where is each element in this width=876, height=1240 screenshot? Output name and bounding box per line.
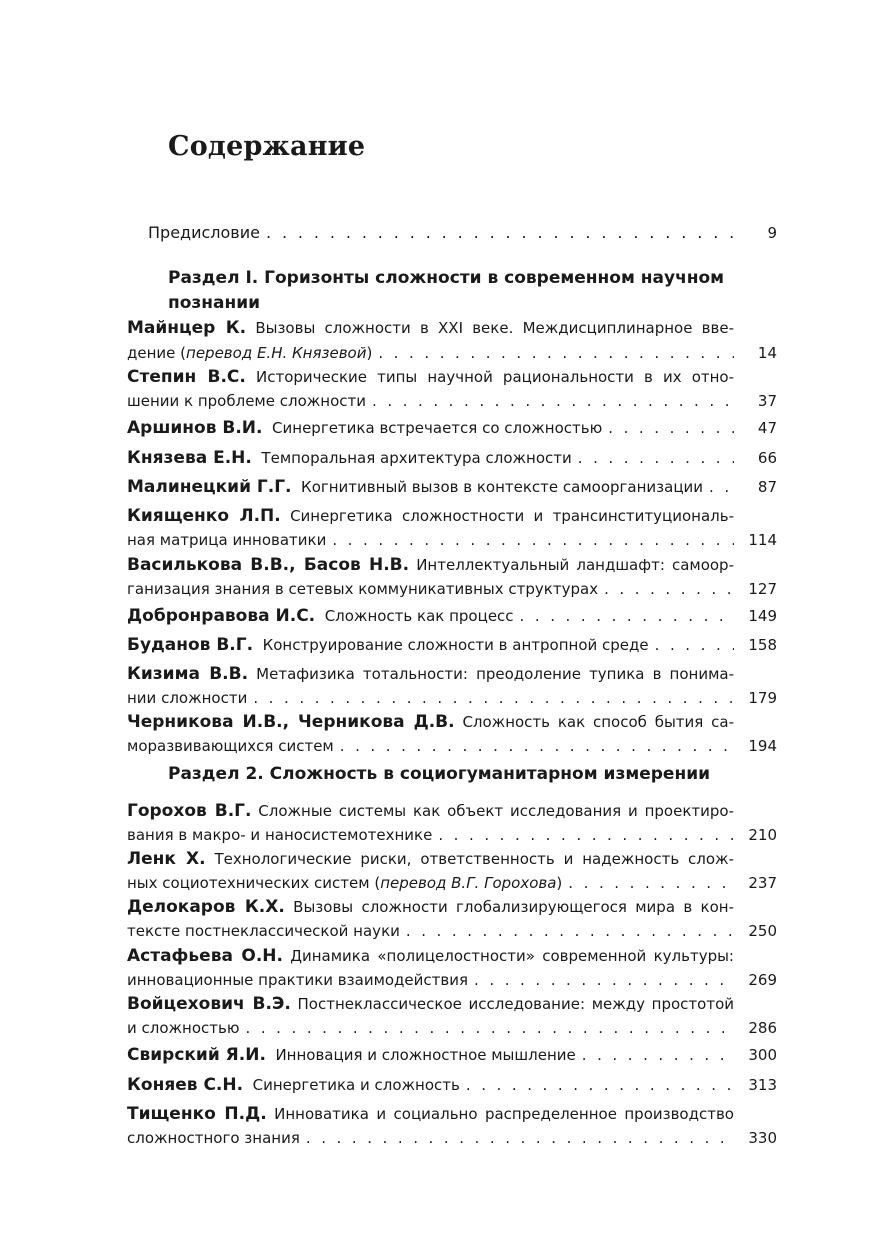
toc-entry-line[interactable] — [127, 475, 734, 499]
leader-dots — [372, 341, 734, 365]
toc-entry-line[interactable] — [127, 577, 734, 601]
leader-dots — [562, 871, 734, 895]
toc-entry-line[interactable] — [127, 895, 734, 919]
page-number: 47 — [757, 419, 777, 437]
entry-title: Синергетика и сложность — [252, 1076, 460, 1094]
page-number: 127 — [748, 580, 777, 598]
entry-author: Князева Е.Н. — [127, 448, 252, 468]
toc-entry-line[interactable] — [127, 871, 734, 895]
page-number: 194 — [748, 737, 777, 755]
entry-title-cont: ) — [366, 344, 373, 362]
entry-title: Интеллектуальный ландшафт: самоор- — [416, 556, 734, 574]
page-number: 286 — [748, 1019, 777, 1037]
section-heading-line: Раздел 2. Сложность в социогуманитарном измерении — [168, 764, 711, 784]
toc-entry-line[interactable] — [127, 734, 734, 758]
entry-title: Когнитивный вызов в контексте самоорганизации — [301, 478, 704, 496]
page-number: 14 — [757, 344, 777, 362]
entry-translator: перевод Е.Н. Князевой — [186, 344, 367, 362]
page-number: 37 — [757, 392, 777, 410]
leader-dots — [602, 416, 734, 440]
section-heading-line: познании — [168, 293, 261, 313]
entry-title: Метафизика тотальности: преодоление тупика в понима- — [256, 665, 734, 683]
entry-title: Вызовы сложности в XXI веке. Междисциплинарное вве- — [255, 319, 734, 337]
leader-dots — [703, 475, 734, 499]
toc-entry-line[interactable] — [127, 992, 734, 1016]
page-number: 237 — [748, 874, 777, 892]
leader-dots — [649, 633, 734, 657]
preface-label: Предисловие — [148, 223, 260, 242]
entry-author: Делокаров К.Х. — [127, 897, 285, 917]
entry-title-cont: ных социотехнических систем ( — [127, 874, 381, 892]
page-number: 149 — [748, 607, 777, 625]
toc-entry-line[interactable] — [127, 710, 734, 734]
toc-entry-line[interactable] — [127, 1073, 734, 1097]
toc-entry-line[interactable] — [127, 1043, 734, 1067]
toc-entry-line[interactable] — [127, 389, 734, 413]
leader-dots — [572, 446, 734, 470]
entry-author: Аршинов В.И. — [127, 418, 263, 438]
page-number: 250 — [748, 922, 777, 940]
page-number: 269 — [748, 971, 777, 989]
entry-title-cont: и сложностью — [127, 1019, 240, 1037]
entry-title: Сложные системы как объект исследования и проектиро- — [258, 802, 734, 820]
toc-entry-line[interactable] — [127, 1126, 734, 1150]
entry-author: Черникова И.В., Черникова Д.В. — [127, 712, 455, 732]
entry-author: Добронравова И.С. — [127, 606, 316, 626]
entry-title: Динамика «полицелостности» современной культуры: — [290, 947, 734, 965]
toc-entry-line[interactable] — [127, 686, 734, 710]
page-number: 179 — [748, 689, 777, 707]
toc-entry-line[interactable] — [127, 341, 734, 365]
leader-dots — [300, 1126, 734, 1150]
leader-dots — [334, 734, 734, 758]
leader-dots — [239, 1016, 734, 1040]
entry-author: Степин В.С. — [127, 367, 246, 387]
entry-author: Буданов В.Г. — [127, 635, 254, 655]
leader-dots — [514, 604, 734, 628]
entry-author: Ленк Х. — [127, 849, 206, 869]
leader-dots — [576, 1043, 734, 1067]
leader-dots — [366, 389, 734, 413]
toc-entry-line[interactable] — [127, 504, 734, 528]
entry-author: Свирский Я.И. — [127, 1045, 266, 1065]
entry-author: Малинецкий Г.Г. — [127, 477, 292, 497]
page-number: 114 — [748, 531, 777, 549]
entry-title-cont: сложностного знания — [127, 1129, 300, 1147]
entry-author: Тищенко П.Д. — [127, 1104, 267, 1124]
page-number: 66 — [757, 449, 777, 467]
leader-dots — [468, 968, 734, 992]
entry-title: Технологические риски, ответственность и надежность слож- — [214, 850, 734, 868]
section-heading-line: Раздел I. Горизонты сложности в современном научном — [168, 268, 725, 288]
toc-entry-line[interactable] — [127, 823, 734, 847]
toc-entry-line[interactable] — [127, 446, 734, 470]
entry-title-cont: ) — [556, 874, 563, 892]
toc-entry-line[interactable] — [127, 1102, 734, 1126]
toc-entry-line[interactable] — [127, 944, 734, 968]
section-heading-2 — [168, 762, 734, 787]
entry-author: Астафьева О.Н. — [127, 946, 283, 966]
page-number: 313 — [748, 1076, 777, 1094]
entry-author: Войцехович В.Э. — [127, 994, 291, 1014]
entry-title: Синергетика встречается со сложностью — [272, 419, 603, 437]
entry-title-cont: дение ( — [127, 344, 187, 362]
entry-title: Исторические типы научной рациональности в их отно- — [255, 368, 734, 386]
entry-title: Сложность как процесс — [324, 607, 514, 625]
toc-entry-line[interactable] — [127, 919, 734, 943]
leader-dots — [400, 919, 734, 943]
toc-entry-line[interactable] — [127, 416, 734, 440]
toc-entry-line[interactable] — [127, 316, 734, 340]
toc-entry-line[interactable] — [127, 662, 734, 686]
toc-entry-preface[interactable] — [148, 221, 734, 245]
entry-author: Кизима В.В. — [127, 664, 249, 684]
entry-title: Сложность как способ бытия са- — [462, 713, 734, 731]
toc-entry-line[interactable] — [127, 799, 734, 823]
entry-author: Коняев С.Н. — [127, 1075, 244, 1095]
entry-title-cont: инновационные практики взаимодействия — [127, 971, 469, 989]
leader-dots — [260, 221, 734, 245]
toc-entry-line[interactable] — [127, 1016, 734, 1040]
entry-author: Василькова В.В., Басов Н.В. — [127, 555, 410, 575]
page-number: 9 — [767, 224, 777, 242]
section-heading-1 — [168, 266, 734, 316]
entry-title: Темпоральная архитектура сложности — [261, 449, 572, 467]
toc-entry-line[interactable] — [127, 553, 734, 577]
page-number: 300 — [748, 1046, 777, 1064]
page-number: 210 — [748, 826, 777, 844]
entry-title-cont: ганизация знания в сетевых коммуникативных структурах — [127, 580, 599, 598]
entry-title-cont: моразвивающихся систем — [127, 737, 334, 755]
entry-title: Инноватика и социально распределенное производство — [274, 1105, 734, 1123]
entry-translator: перевод В.Г. Горохова — [380, 874, 557, 892]
toc-entry-line[interactable] — [127, 847, 734, 871]
entry-title-cont: тексте постнеклассической науки — [127, 922, 400, 940]
entry-author: Майнцер К. — [127, 318, 247, 338]
leader-dots — [432, 823, 734, 847]
entry-title-cont: ная матрица инноватики — [127, 531, 327, 549]
page-number: 330 — [748, 1129, 777, 1147]
page-title: Содержание — [168, 131, 366, 162]
toc-entry-line[interactable] — [127, 968, 734, 992]
leader-dots — [460, 1073, 734, 1097]
entry-title: Вызовы сложности глобализирующегося мира в кон- — [293, 898, 734, 916]
toc-entry-line[interactable] — [127, 528, 734, 552]
entry-title-cont: шении к проблеме сложности — [127, 392, 366, 410]
leader-dots — [598, 577, 734, 601]
leader-dots — [326, 528, 734, 552]
toc-entry-line[interactable] — [127, 633, 734, 657]
entry-title: Синергетика сложностности и трансинституциональ- — [290, 507, 734, 525]
toc-entry-line[interactable] — [127, 365, 734, 389]
entry-author: Киященко Л.П. — [127, 506, 281, 526]
entry-title-cont: нии сложности — [127, 689, 248, 707]
leader-dots — [247, 686, 734, 710]
entry-title: Инновация и сложностное мышление — [275, 1046, 576, 1064]
entry-title: Конструирование сложности в антропной среде — [262, 636, 649, 654]
entry-title: Постнеклассическое исследование: между простотой — [297, 995, 734, 1013]
entry-title-cont: вания в макро- и наносистемотехнике — [127, 826, 433, 844]
page-number: 87 — [757, 478, 777, 496]
toc-entry-line[interactable] — [127, 604, 734, 628]
entry-author: Горохов В.Г. — [127, 801, 252, 821]
page-number: 158 — [748, 636, 777, 654]
